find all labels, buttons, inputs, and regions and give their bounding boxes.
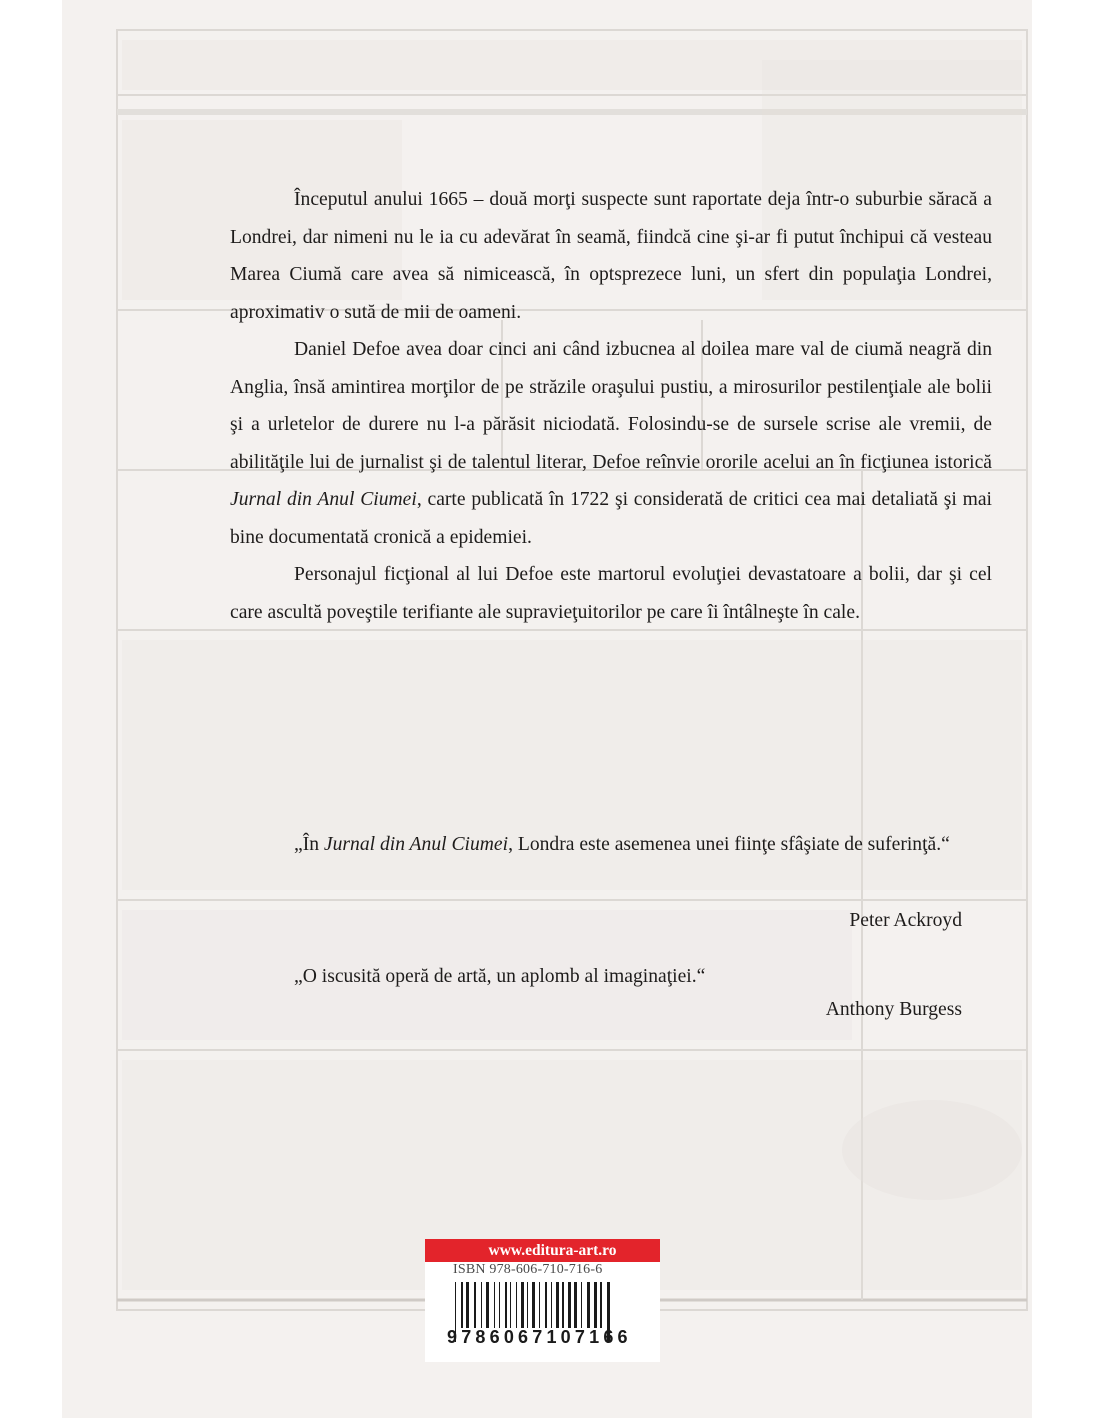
blurb-text [230,181,992,631]
barcode-bar [562,1282,564,1328]
barcode-bar [505,1282,507,1328]
quote-author-1: Peter Ackroyd [849,910,962,931]
barcode-bar [499,1282,500,1328]
barcode-bar [474,1282,476,1328]
barcode-bar [486,1282,489,1328]
barcode-bar [510,1282,511,1328]
quote-author-2: Anthony Burgess [825,999,962,1020]
barcode-digits: 9786067107166 [447,1327,632,1347]
barcode-bar [556,1282,559,1328]
blurb-paragraph-3 [230,556,992,631]
barcode-bar [574,1282,577,1328]
paragraph-text: Personajul ficţional al lui Defoe este martorul evoluţiei devastatoare a bolii, dar şi cel care ascultă poveştile terifiante ale supravieţuitorilor pe care îi întâlneşte în cale. [230,564,992,623]
paragraph-text: Începutul anului 1665 – două morţi suspecte sunt raportate deja într-o suburbie săracă a Londrei, dar nimeni nu le ia cu adevărat în seamă, fiindcă cine şi-ar fi putut închipui că vesteau Marea Ciumă care avea să nimicească, în optsprezece luni, un sfert din populaţia Londrei, aproximativ o sută de mii de oameni. [230,189,992,323]
barcode-bar [539,1282,540,1328]
isbn-barcode-label [425,1239,660,1362]
barcode-bar [568,1282,571,1328]
review-quote-1 [230,826,992,864]
barcode-bar [600,1282,602,1328]
publisher-website-banner: www.editura-art.ro [425,1239,660,1262]
barcode-bar [466,1282,469,1328]
review-quote-2 [230,958,992,996]
quote-text: „O iscusită operă de artă, un aplomb al imaginaţiei.“ [294,966,706,987]
quote-open: „În [294,834,324,855]
barcode-bar [594,1282,597,1328]
isbn-number: ISBN 978-606-710-716-6 [453,1262,603,1277]
barcode-bar [532,1282,535,1328]
barcode-bar [481,1282,482,1328]
blurb-paragraph-2 [230,331,992,556]
quote-book-title: Jurnal din Anul Ciumei [323,834,509,855]
barcode-bar [516,1282,517,1328]
barcode-bar [521,1282,524,1328]
barcode-bar [587,1282,590,1328]
blurb-paragraph-1 [230,181,992,331]
paragraph-text: , carte publicată în 1722 şi considerată de critici cea mai detaliată şi mai bine documentată cronică a epidemiei. [230,489,992,548]
book-title-italic: Jurnal din Anul Ciumei [230,489,417,510]
book-back-cover [62,0,1032,1418]
paragraph-text: Daniel Defoe avea doar cinci ani când izbucnea al doilea mare val de ciumă neagră din Anglia, însă amintirea morţilor de pe străzile oraşului pustiu, a mirosurilor pestilenţiale ale bolii şi a urletelor de durere nu l-a părăsit niciodată. Folosindu-se de sursele scrise ale vremii, de abilităţile lui de jurnalist şi de talentul literar, Defoe reînvie ororile acelui an în ficţiunea istorică [230,339,992,473]
barcode-bar [581,1282,582,1328]
quote-rest: , Londra este asemenea unei fiinţe sfâşiate de suferinţă.“ [508,834,950,855]
barcode-bar [461,1282,463,1328]
barcode-bar [494,1282,495,1328]
barcode-bar [551,1282,552,1328]
barcode-bar [527,1282,528,1328]
barcode-bar [545,1282,547,1328]
